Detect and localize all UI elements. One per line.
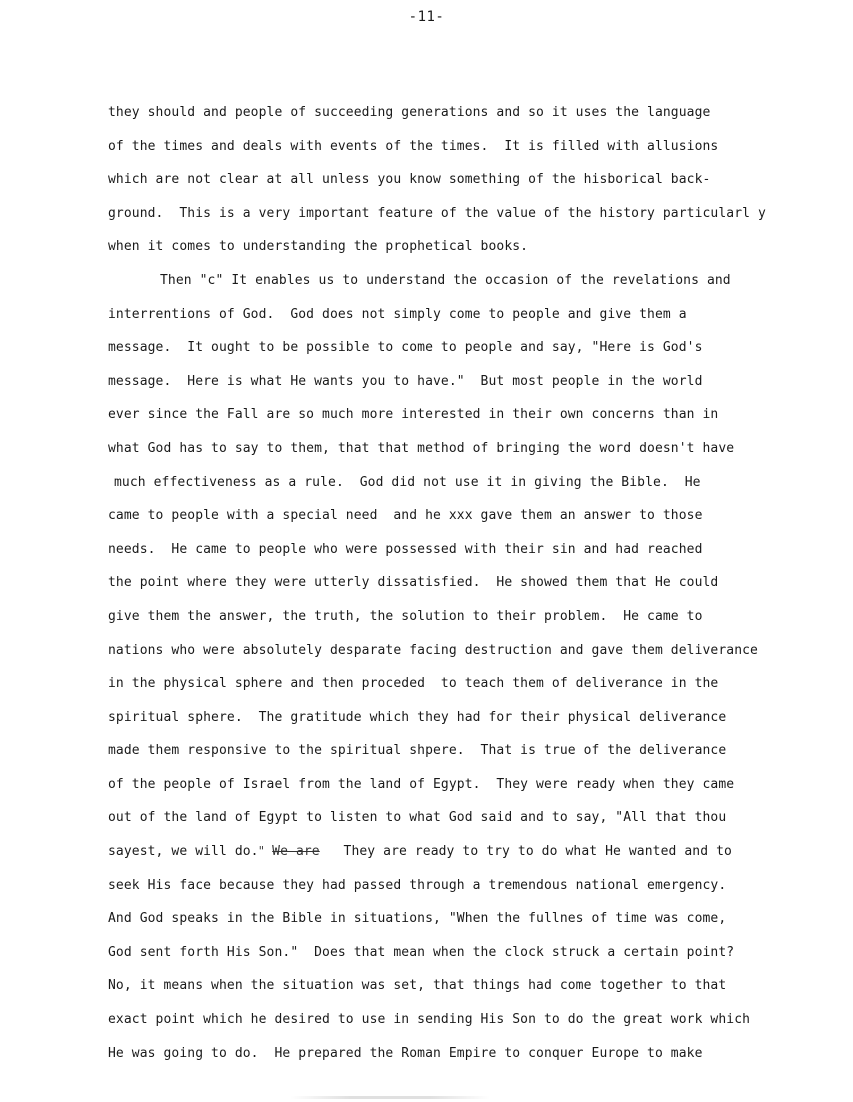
text-line: message. It ought to be possible to come to people and say, "Here is God's [108,340,703,356]
text-line: give them the answer, the truth, the solution to their problem. He came to [108,608,703,624]
scan-artifact [290,1096,490,1099]
body-text [108,96,828,1070]
text-line: which are not clear at all unless you know something of the hisborical back- [108,172,711,188]
text-line: No, it means when the situation was set, that things had come together to that [108,978,727,994]
text-line: exact point which he desired to use in sending His Son to do the great work which [108,1012,751,1028]
text-line: seek His face because they had passed through a tremendous national emergency. [108,877,727,893]
text-line: needs. He came to people who were possessed with their sin and had reached [108,541,703,557]
text-line: And God speaks in the Bible in situations, "When the fullnes of time was come, [108,911,727,927]
text-line: of the people of Israel from the land of Egypt. They were ready when they came [108,776,735,792]
handwritten-quote-mark: " [258,844,265,859]
text-line: when it comes to understanding the prophetical books. [108,239,529,255]
line-head: sayest, we will do. [108,844,259,860]
text-line: much effectiveness as a rule. God did not use it in giving the Bible. He [114,474,701,490]
line-tail: They are ready to try to do what He wanted and to [319,844,732,860]
text-line: spiritual sphere. The gratitude which they had for their physical deliverance [108,709,727,725]
page-number: -11- [408,9,445,25]
text-line: ground. This is a very important feature of the value of the history particularl y [108,205,766,221]
text-line: nations who were absolutely desparate facing destruction and gave them deliverance [108,642,758,658]
text-line: in the physical sphere and then proceded to teach them of deliverance in the [108,676,719,692]
text-line: message. Here is what He wants you to have." But most people in the world [108,373,703,389]
text-line: made them responsive to the spiritual shpere. That is true of the deliverance [108,743,727,759]
text-line: came to people with a special need and he xxx gave them an answer to those [108,508,703,524]
text-line: what God has to say to them, that that method of bringing the word doesn't have [108,440,735,456]
struck-through-text: We are [272,844,320,860]
text-line-with-strike [108,835,828,869]
text-line: the point where they were utterly dissatisfied. He showed them that He could [108,575,719,591]
text-line: He was going to do. He prepared the Roman Empire to conquer Europe to make [108,1045,703,1061]
text-line: they should and people of succeeding generations and so it uses the language [108,105,711,120]
text-line: of the times and deals with events of the times. It is filled with allusions [108,138,719,154]
text-line: interrentions of God. God does not simply come to people and give them a [108,306,687,322]
text-line: ever since the Fall are so much more interested in their own concerns than in [108,407,719,423]
paragraph-start-line: Then "c" It enables us to understand the occasion of the revelations and [160,272,731,288]
text-line: God sent forth His Son." Does that mean when the clock struck a certain point? [108,944,735,960]
text-line: out of the land of Egypt to listen to what God said and to say, "All that thou [108,810,727,826]
